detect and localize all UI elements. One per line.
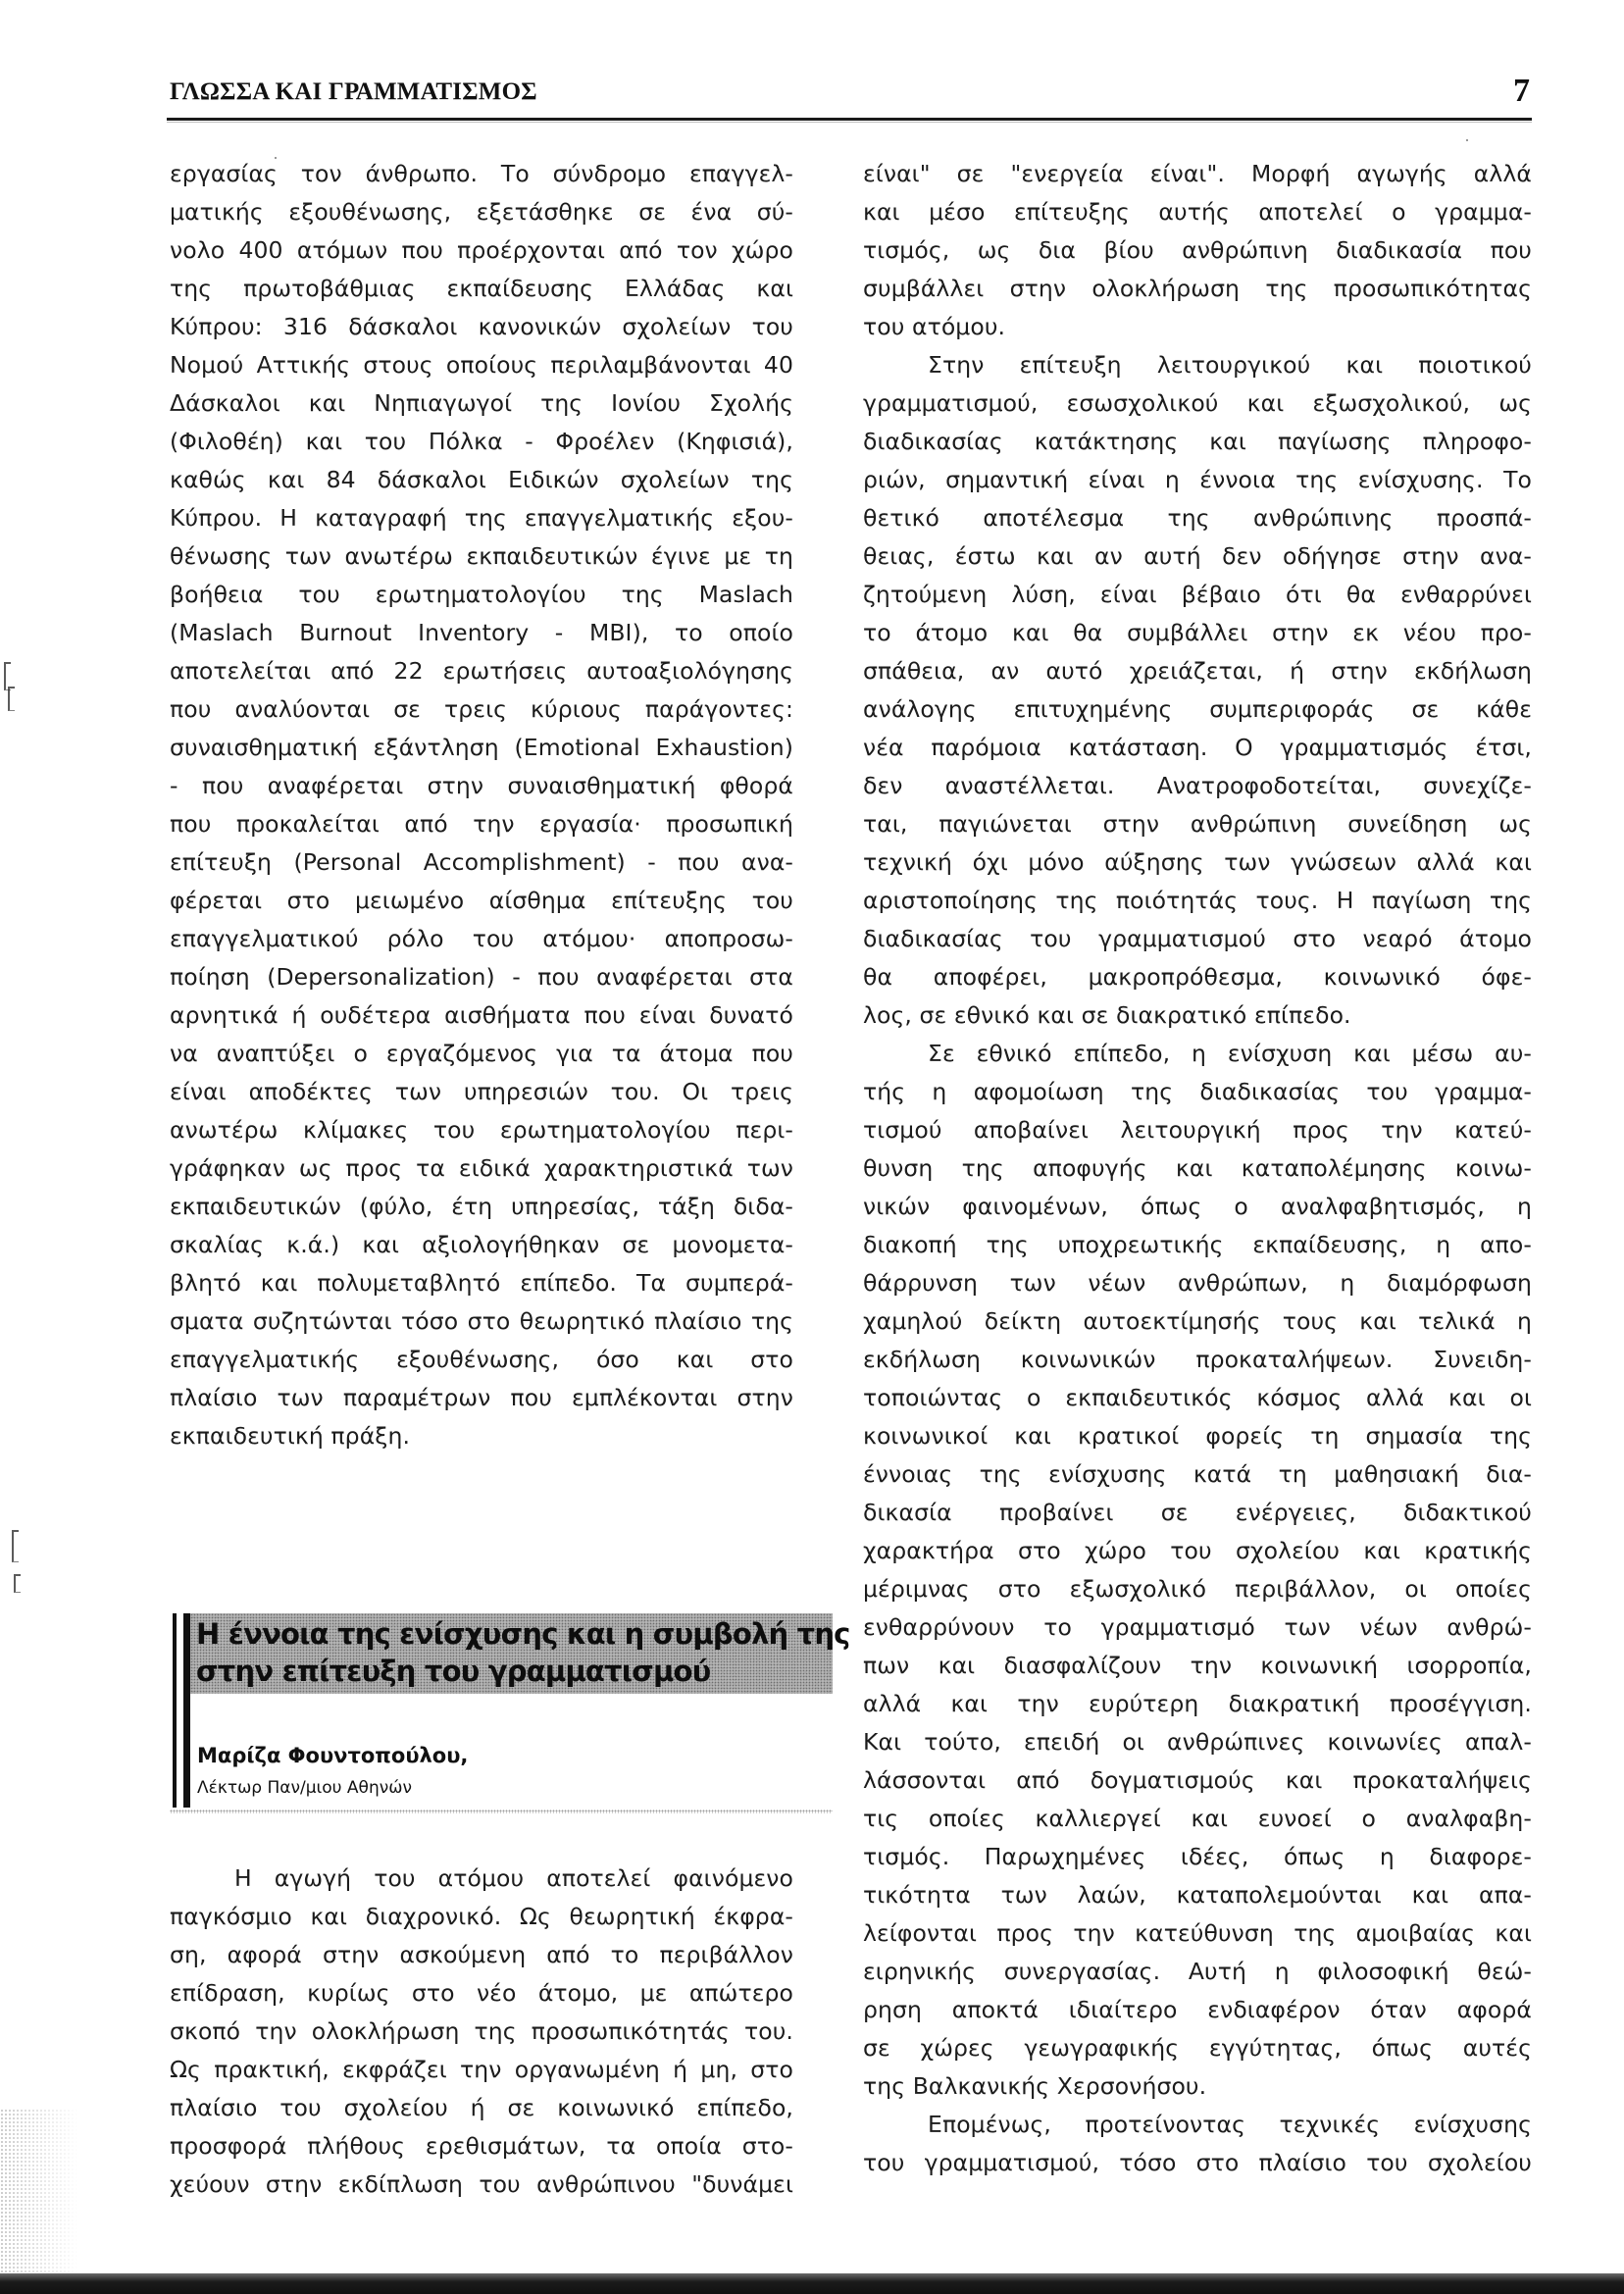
- text-line: διακοπή της υποχρεωτικής εκπαίδευσης, η απο-: [863, 1231, 1532, 1258]
- scan-speck: [1466, 139, 1468, 141]
- text-line: επίδραση, κυρίως στο νέο άτομο, με απώτερο: [170, 1979, 793, 2007]
- text-line: Κύπρου: 316 δάσκαλοι κανονικών σχολείων του: [170, 313, 793, 340]
- page-number: 7: [1513, 73, 1530, 109]
- text-line: (Maslach Burnout Inventory - MBI), το οποίο: [170, 619, 793, 646]
- text-line: ενθαρρύνουν το γραμματισμό των νέων ανθρώ-: [863, 1613, 1532, 1641]
- text-line: θένωσης των ανωτέρω εκπαιδευτικών έγινε με τη: [170, 542, 793, 570]
- running-title: ΓΛΩΣΣΑ ΚΑΙ ΓΡΑΜΜΑΤΙΣΜΟΣ: [170, 78, 537, 105]
- text-line: ποίηση (Depersonalization) - που αναφέρεται στα: [170, 963, 793, 991]
- text-line: της Βαλκανικής Χερσονήσου.: [863, 2072, 1207, 2100]
- text-line: νολο 400 ατόμων που προέρχονται από τον χώρο: [170, 236, 793, 264]
- text-line: - που αναφέρεται στην συναισθηματική φθορά: [170, 772, 793, 799]
- text-line: να αναπτύξει ο εργαζόμενος για τα άτομα που: [170, 1040, 793, 1067]
- text-line: είναι" σε "ενεργεία είναι". Μορφή αγωγής αλλά: [863, 160, 1532, 187]
- text-line: επίτευξη (Personal Accomplishment) - που ανα-: [170, 848, 793, 876]
- text-line: που αναλύονται σε τρεις κύριους παράγοντες:: [170, 695, 793, 723]
- header-rule-shadow: [167, 122, 1532, 123]
- text-line: θειας, έστω και αν αυτή δεν οδήγησε στην ανα-: [863, 542, 1532, 570]
- text-line: μέριμνας στο εξωσχολικό περιβάλλον, οι οποίες: [863, 1575, 1532, 1603]
- text-line: (Φιλοθέη) και του Πόλκα - Φροέλεν (Κηφισιά),: [170, 428, 793, 455]
- text-line: έννοιας της ενίσχυσης κατά τη μαθησιακή δια-: [863, 1460, 1532, 1488]
- article-intro-paragraph: [170, 1860, 793, 2213]
- text-line: του ατόμου.: [863, 313, 1006, 340]
- text-line: Κύπρου. Η καταγραφή της επαγγελματικής εξου-: [170, 504, 793, 532]
- heading-accent-bar: [183, 1613, 190, 1808]
- text-line: το άτομο και θα συμβάλλει στην εκ νέου προ-: [863, 619, 1532, 646]
- article-author: Μαρίζα Φουντοπούλου,: [197, 1744, 469, 1767]
- text-line: αλλά και την ευρύτερη διακρατική προσέγγιση.: [863, 1690, 1532, 1717]
- text-line: τικότητα των λαών, καταπολεμούνται και απα-: [863, 1881, 1532, 1909]
- text-line: δικασία προβαίνει σε ενέργειες, διδακτικού: [863, 1499, 1532, 1526]
- text-line: που προκαλείται από την εργασία· προσωπική: [170, 810, 793, 838]
- text-line: ρηση αποκτά ιδιαίτερο ενδιαφέρον όταν αφορά: [863, 1996, 1532, 2023]
- text-line: ειρηνικής συνεργασίας. Αυτή η φιλοσοφική θεώ-: [863, 1958, 1532, 1985]
- text-line: διαδικασίας του γραμματισμού στο νεαρό άτομο: [863, 925, 1532, 952]
- text-line: τής η αφομοίωση της διαδικασίας του γραμμα-: [863, 1078, 1532, 1105]
- text-line: ση, αφορά στην ασκούμενη από το περιβάλλον: [170, 1941, 793, 1968]
- text-line: επαγγελματικής εξουθένωσης, όσο και στο: [170, 1346, 793, 1373]
- text-line: σματα συζητώνται τόσο στο θεωρητικό πλαίσιο της: [170, 1307, 793, 1335]
- text-line: θάρρυνση των νέων ανθρώπων, η διαμόρφωση: [863, 1269, 1532, 1297]
- text-line: τοποιώντας ο εκπαιδευτικός κόσμος αλλά και οι: [863, 1384, 1532, 1411]
- text-line: συναισθηματική εξάντληση (Emotional Exhaustion): [170, 734, 793, 761]
- text-line: χαμηλού δείκτη αυτοεκτίμησής τους και τελικά η: [863, 1307, 1532, 1335]
- text-line: επαγγελματικού ρόλο του ατόμου· αποπροσω-: [170, 925, 793, 952]
- binder-hole-mark: [12, 1530, 19, 1562]
- text-line: σε χώρες γεωγραφικής εγγύτητας, όπως αυτές: [863, 2034, 1532, 2062]
- heading-dotted-rule: [170, 1810, 833, 1813]
- text-line: Επομένως, προτείνοντας τεχνικές ενίσχυσης: [928, 2111, 1532, 2138]
- text-line: αποτελείται από 22 ερωτήσεις αυτοαξιολόγησης: [170, 657, 793, 685]
- text-line: καθώς και 84 δάσκαλοι Ειδικών σχολείων της: [170, 466, 793, 493]
- text-line: ανάλογης επιτυχημένης συμπεριφοράς σε κάθε: [863, 695, 1532, 723]
- text-line: γράφηκαν ως προς τα ειδικά χαρακτηριστικά των: [170, 1154, 793, 1182]
- right-column-article-body: [863, 155, 1532, 2215]
- text-line: προσφορά πλήθους ερεθισμάτων, τα οποία στο-: [170, 2132, 793, 2160]
- text-line: ματικής εξουθένωσης, εξετάσθηκε σε ένα σύ-: [170, 198, 793, 226]
- text-line: της πρωτοβάθμιας εκπαίδευσης Ελλάδας και: [170, 275, 793, 302]
- text-line: Και τούτο, επειδή οι ανθρώπινες κοινωνίες απαλ-: [863, 1728, 1532, 1756]
- text-line: τισμού αποβαίνει λειτουργική προς την κατεύ-: [863, 1116, 1532, 1144]
- text-line: βλητό και πολυμεταβλητό επίπεδο. Τα συμπερά-: [170, 1269, 793, 1297]
- text-line: θυνση της αποφυγής και καταπολέμησης κοινω-: [863, 1154, 1532, 1182]
- text-line: χεύουν στην εκδίπλωση του ανθρώπινου "δυνάμει: [170, 2170, 793, 2198]
- text-line: εργασίας τον άνθρωπο. Το σύνδρομο επαγγελ-: [170, 160, 793, 187]
- text-line: αρνητικά ή ουδέτερα αισθήματα που είναι δυνατό: [170, 1001, 793, 1029]
- text-line: ται, παγιώνεται στην ανθρώπινη συνείδηση ως: [863, 810, 1532, 838]
- article-title-line: Η έννοια της ενίσχυσης και η συμβολή της: [196, 1617, 850, 1651]
- text-line: εκπαιδευτικών (φύλο, έτη υπηρεσίας, τάξη διδα-: [170, 1193, 793, 1220]
- text-line: τεχνική όχι μόνο αύξησης των γνώσεων αλλά και: [863, 848, 1532, 876]
- text-line: νικών φαινομένων, όπως ο αναλφαβητισμός, η: [863, 1193, 1532, 1220]
- text-line: σκαλίας κ.ά.) και αξιολογήθηκαν σε μονομετα-: [170, 1231, 793, 1258]
- text-line: τις οποίες καλλιεργεί και ευνοεί ο αναλφαβη-: [863, 1805, 1532, 1832]
- text-line: εκδήλωση κοινωνικών προκαταλήψεων. Συνειδη-: [863, 1346, 1532, 1373]
- text-line: παγκόσμιο και διαχρονικό. Ως θεωρητική έκφρα-: [170, 1903, 793, 1930]
- text-line: νέα παρόμοια κατάσταση. Ο γραμματισμός έτσι,: [863, 734, 1532, 761]
- text-line: ζητούμενη λύση, είναι βέβαιο ότι θα ενθαρρύνει: [863, 581, 1532, 608]
- text-line: ανωτέρω κλίμακες του ερωτηματολογίου περι-: [170, 1116, 793, 1144]
- text-line: διαδικασίας κατάκτησης και παγίωσης πληροφο-: [863, 428, 1532, 455]
- text-line: πλαίσιο των παραμέτρων που εμπλέκονται στην: [170, 1384, 793, 1411]
- text-line: Νομού Αττικής στους οποίους περιλαμβάνονται 40: [170, 351, 793, 379]
- text-line: σπάθεια, αν αυτό χρειάζεται, ή στην εκδήλωση: [863, 657, 1532, 685]
- text-line: αριστοποίησης της ποιότητάς τους. Η παγίωση της: [863, 887, 1532, 914]
- text-line: είναι αποδέκτες των υπηρεσιών του. Οι τρεις: [170, 1078, 793, 1105]
- text-line: και μέσο επίτευξης αυτής αποτελεί ο γραμμα-: [863, 198, 1532, 226]
- text-line: Σε εθνικό επίπεδο, η ενίσχυση και μέσω αυ-: [928, 1040, 1532, 1067]
- text-line: πλαίσιο του σχολείου ή σε κοινωνικό επίπεδο,: [170, 2094, 793, 2121]
- text-line: βοήθεια του ερωτηματολογίου της Maslach: [170, 581, 793, 608]
- text-line: Δάσκαλοι και Νηπιαγωγοί της Ιονίου Σχολής: [170, 389, 793, 417]
- text-line: θα αποφέρει, μακροπρόθεσμα, κοινωνικό όφε-: [863, 963, 1532, 991]
- text-line: Στην επίτευξη λειτουργικού και ποιοτικού: [928, 351, 1532, 379]
- binder-hole-mark: [14, 1574, 21, 1593]
- heading-accent-bar: [173, 1613, 177, 1808]
- text-line: χαρακτήρα στο χώρο του σχολείου και κρατικής: [863, 1537, 1532, 1564]
- text-line: πων και διασφαλίζουν την κοινωνική ισορροπία,: [863, 1652, 1532, 1679]
- text-line: Ως πρακτική, εκφράζει την οργανωμένη ή μη, στο: [170, 2056, 793, 2083]
- text-line: σκοπό την ολοκλήρωση της προσωπικότητάς του.: [170, 2017, 793, 2045]
- scan-bottom-edge: [0, 2273, 1624, 2294]
- binder-hole-mark: [8, 687, 15, 711]
- article-heading-block: [170, 1613, 850, 1814]
- scan-corner-shadow: [0, 2109, 78, 2275]
- text-line: θετικό αποτέλεσμα της ανθρώπινης προσπά-: [863, 504, 1532, 532]
- text-line: συμβάλλει στην ολοκλήρωση της προσωπικότητας: [863, 275, 1532, 302]
- text-line: ριών, σημαντική είναι η έννοια της ενίσχυσης. Το: [863, 466, 1532, 493]
- text-line: γραμματισμού, εσωσχολικού και εξωσχολικού, ως: [863, 389, 1532, 417]
- text-line: λάσσονται από δογματισμούς και προκαταλήψεις: [863, 1766, 1532, 1794]
- author-affiliation: Λέκτωρ Παν/μιου Αθηνών: [197, 1778, 412, 1798]
- text-line: φέρεται στο μειωμένο αίσθημα επίτευξης του: [170, 887, 793, 914]
- heading-title-band: [190, 1613, 850, 1694]
- article-title-line: στην επίτευξη του γραμματισμού: [196, 1655, 711, 1688]
- text-line: του γραμματισμού, τόσο στο πλαίσιο του σχολείου: [863, 2149, 1532, 2176]
- text-line: κοινωνικοί και κρατικοί φορείς τη σημασία της: [863, 1422, 1532, 1450]
- text-line: λείφονται προς την κατεύθυνση της αμοιβαίας και: [863, 1919, 1532, 1947]
- text-line: δεν αναστέλλεται. Ανατροφοδοτείται, συνεχίζε-: [863, 772, 1532, 799]
- text-line: τισμός. Παρωχημένες ιδέες, όπως η διαφορε-: [863, 1843, 1532, 1870]
- text-line: εκπαιδευτική πράξη.: [170, 1422, 411, 1450]
- text-line: Η αγωγή του ατόμου αποτελεί φαινόμενο: [234, 1864, 793, 1892]
- text-line: λος, σε εθνικό και σε διακρατικό επίπεδο.: [863, 1001, 1351, 1029]
- text-line: τισμός, ως δια βίου ανθρώπινη διαδικασία που: [863, 236, 1532, 264]
- header-rule: [167, 118, 1532, 121]
- left-column-previous-article: [170, 155, 793, 1489]
